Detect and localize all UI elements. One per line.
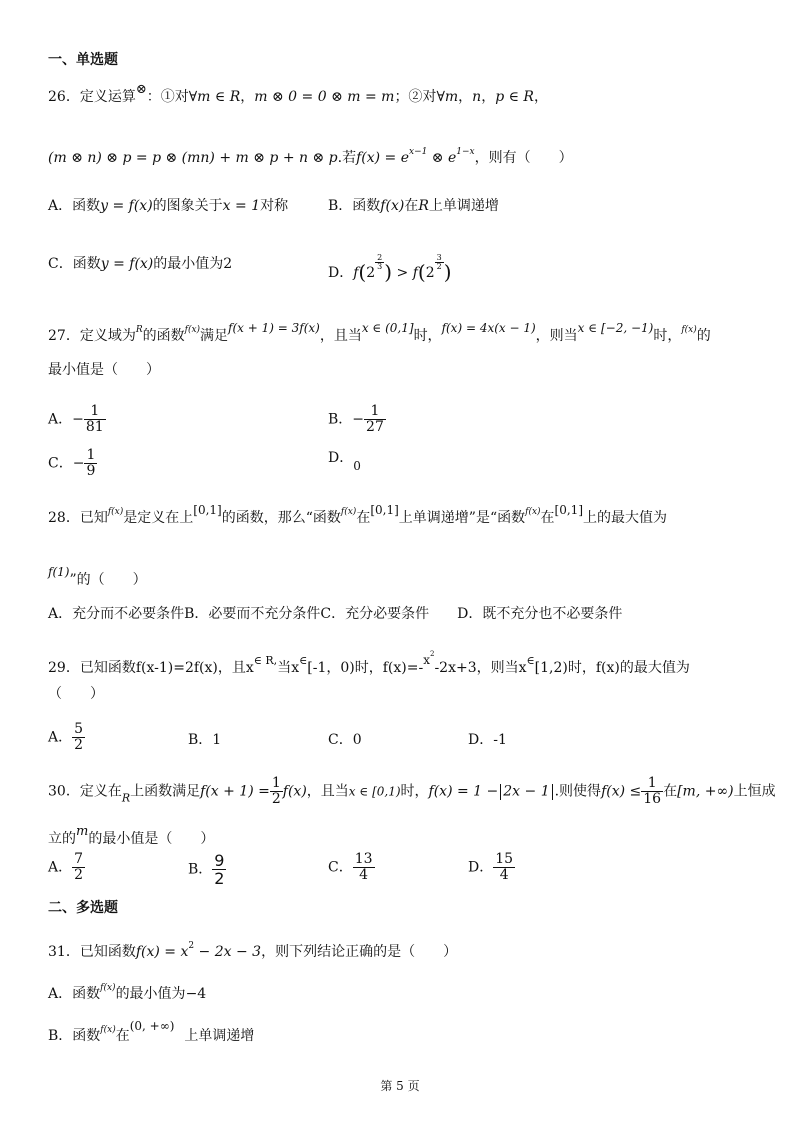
option-a bbox=[48, 852, 85, 883]
math: f bbox=[353, 265, 359, 281]
question-27-line-2: 最小值是（ ） bbox=[48, 362, 160, 378]
question-30-options bbox=[48, 848, 760, 888]
option-label: D． bbox=[468, 859, 494, 876]
math: [m, +∞) bbox=[677, 783, 734, 800]
math-exponent: 2 bbox=[377, 253, 383, 262]
text: A．函数 bbox=[48, 986, 101, 1002]
math: R bbox=[418, 198, 429, 214]
text: ，且当 bbox=[319, 328, 362, 344]
fraction-numerator: 1 bbox=[271, 775, 281, 791]
option-d: D．f(2 $\frac{2}{3}$ ) > f(2 $\frac{3}{2}$ ) bbox=[328, 253, 452, 284]
section-heading-multiple-choice: 二、多选题 bbox=[48, 900, 118, 916]
math: f(x) bbox=[595, 660, 620, 676]
text: 在 bbox=[115, 1028, 130, 1044]
question-29-line-1 bbox=[48, 644, 760, 678]
text: 的最小值为 bbox=[153, 256, 224, 272]
math: R bbox=[121, 791, 131, 805]
option-a bbox=[48, 196, 288, 216]
math: − bbox=[72, 411, 84, 428]
option-c bbox=[48, 448, 97, 479]
math: ∀m ∈ R bbox=[188, 89, 241, 105]
question-26-line-1 bbox=[48, 80, 760, 107]
math: f(x) bbox=[282, 783, 307, 800]
option-b: B．1 bbox=[188, 732, 222, 748]
math: f(x) bbox=[184, 325, 201, 335]
option-a bbox=[48, 404, 106, 435]
option-d bbox=[328, 448, 361, 476]
option-b: B．必要而不充分条件 bbox=[184, 606, 321, 622]
fraction-denominator: 81 bbox=[85, 419, 104, 435]
fraction-denominator: 16 bbox=[643, 791, 662, 807]
question-27-line-1 bbox=[48, 318, 760, 346]
option-label: B． bbox=[188, 861, 213, 878]
option-label: D． bbox=[328, 265, 354, 281]
fraction-denominator: 9 bbox=[86, 463, 96, 479]
math: ⊗ e bbox=[427, 150, 457, 166]
math: > f bbox=[392, 265, 418, 281]
math: 2 bbox=[223, 256, 233, 272]
fraction-numerator: 15 bbox=[495, 851, 514, 867]
option-b bbox=[328, 404, 386, 435]
text: 函数 bbox=[352, 198, 381, 214]
fraction-denominator: 2 bbox=[214, 869, 225, 888]
option-label: B． bbox=[328, 411, 353, 428]
option-d bbox=[468, 852, 515, 883]
math: f(x) bbox=[380, 198, 405, 214]
math: f(x + 1) = bbox=[200, 783, 270, 800]
text: ：①对 bbox=[146, 89, 189, 105]
question-29-line-2: （ ） bbox=[48, 686, 104, 702]
text: ，且 bbox=[217, 660, 246, 676]
text: ”的（ ） bbox=[69, 572, 147, 588]
text: 在 bbox=[404, 198, 419, 214]
text: 时， bbox=[400, 783, 429, 800]
fraction-numerator: 1 bbox=[84, 404, 106, 420]
math: f(x) bbox=[340, 507, 357, 517]
text: ， bbox=[533, 89, 548, 105]
question-26-line-2 bbox=[48, 142, 760, 168]
math: p ∈ R bbox=[495, 89, 534, 105]
text: ，则有（ ） bbox=[474, 150, 573, 166]
text: 的图象关于 bbox=[152, 198, 223, 214]
math-exponent: 2 bbox=[436, 262, 442, 271]
math: ∈ bbox=[526, 654, 535, 667]
option-label: A． bbox=[48, 411, 73, 428]
math: f(x) bbox=[100, 1025, 116, 1035]
fraction-numerator: 1 bbox=[86, 447, 96, 463]
fraction-denominator: 2 bbox=[271, 791, 281, 807]
text: 函数 bbox=[72, 198, 101, 214]
question-31-option-b bbox=[48, 1016, 760, 1046]
text: 定义在 bbox=[79, 783, 122, 800]
math: − 2x − 3 bbox=[194, 944, 262, 960]
math: f(x) bbox=[107, 507, 124, 517]
fraction-denominator: 2 bbox=[74, 737, 84, 753]
math: f(x) bbox=[525, 507, 541, 517]
fraction-denominator: 27 bbox=[366, 419, 384, 435]
math: y = f(x) bbox=[100, 256, 154, 272]
math: f(x) = e bbox=[356, 150, 409, 166]
section-heading-single-choice: 一、单选题 bbox=[48, 52, 118, 68]
math: 2 bbox=[425, 265, 435, 281]
math: [0,1] bbox=[370, 503, 399, 517]
option-b bbox=[328, 196, 499, 216]
math: 2 bbox=[366, 265, 376, 281]
math: −4 bbox=[185, 986, 207, 1002]
question-28-line-1 bbox=[48, 500, 760, 528]
text: [1,2)时， bbox=[534, 660, 596, 676]
math: ∈ R, bbox=[253, 654, 278, 667]
math: − bbox=[352, 411, 365, 428]
math: f(x)=- bbox=[382, 660, 424, 676]
text: ， bbox=[481, 89, 496, 105]
text: 函数 bbox=[72, 256, 101, 272]
text: ，则当 bbox=[535, 328, 578, 344]
text: 立的 bbox=[48, 831, 76, 847]
question-30-line-1 bbox=[48, 775, 776, 808]
math: x ∈ [−2, −1) bbox=[577, 321, 654, 335]
option-label: A． bbox=[48, 859, 73, 876]
fraction-numerator: 1 bbox=[641, 776, 663, 792]
text: B．函数 bbox=[48, 1028, 101, 1044]
math: f(x) bbox=[100, 983, 116, 993]
option-c bbox=[48, 254, 232, 274]
math: f(x) ≤ bbox=[601, 783, 642, 800]
math: f(x) = x bbox=[135, 944, 189, 960]
option-c: C．0 bbox=[328, 732, 362, 748]
option-a: A．充分而不必要条件 bbox=[48, 606, 185, 622]
math: x ∈ (0,1] bbox=[361, 321, 414, 335]
text: 定义运算 bbox=[79, 89, 136, 105]
question-number: 27． bbox=[48, 328, 80, 344]
text: 已知函数 bbox=[79, 944, 136, 960]
option-label: C． bbox=[328, 859, 353, 876]
math: x ∈ [0,1) bbox=[348, 784, 401, 799]
fraction-numerator: 5 bbox=[74, 721, 84, 737]
question-29-options bbox=[48, 716, 760, 752]
math-exponent: 3 bbox=[436, 253, 442, 262]
text: 的最小值为 bbox=[115, 986, 186, 1002]
math: m bbox=[76, 824, 89, 839]
question-27-option-row-1 bbox=[48, 396, 760, 435]
option-a bbox=[48, 722, 85, 753]
text: .则使得 bbox=[554, 783, 602, 800]
fraction-denominator: 2 bbox=[74, 867, 84, 883]
math: n bbox=[472, 89, 482, 105]
math: (0, +∞) bbox=[129, 1019, 175, 1033]
text: ，且当 bbox=[306, 783, 349, 800]
math-exponent: 1−x bbox=[456, 147, 475, 157]
math: f(x-1)=2f(x) bbox=[135, 660, 218, 676]
text: 在 bbox=[356, 510, 371, 526]
math: x bbox=[518, 660, 527, 676]
math: f(x) bbox=[681, 325, 697, 335]
option-c bbox=[328, 852, 375, 883]
question-number: 26． bbox=[48, 89, 80, 105]
question-number: 31． bbox=[48, 944, 80, 960]
text: 上恒成 bbox=[733, 783, 776, 800]
option-label: C． bbox=[48, 256, 73, 272]
math-exponent: x−1 bbox=[409, 147, 428, 157]
text: 的函数，那么“函数 bbox=[221, 510, 341, 526]
math: ∀m bbox=[436, 89, 459, 105]
page-number: 第 5 页 bbox=[380, 1079, 420, 1093]
text: 上的最大值为 bbox=[583, 510, 667, 526]
text: ， bbox=[458, 89, 473, 105]
fraction-numerator: 1 bbox=[364, 404, 386, 420]
math: R bbox=[135, 325, 143, 335]
text: ，则下列结论正确的是（ ） bbox=[261, 944, 458, 960]
text: 上单调递增 bbox=[428, 198, 499, 214]
fraction-denominator: 4 bbox=[359, 867, 369, 883]
text: 上单调递增”是“函数 bbox=[398, 510, 526, 526]
math: x = 1 bbox=[222, 198, 261, 214]
math: m ⊗ 0 = 0 ⊗ m = m bbox=[254, 89, 395, 105]
math: x bbox=[245, 660, 254, 676]
text: 定义域为 bbox=[79, 328, 136, 344]
text: 的函数 bbox=[142, 328, 185, 344]
math-exponent: 2 bbox=[429, 650, 435, 658]
math: − bbox=[72, 455, 85, 472]
text: 是定义在上 bbox=[123, 510, 194, 526]
text: ；②对 bbox=[394, 89, 437, 105]
math: [0,1] bbox=[554, 503, 583, 517]
text: 时， bbox=[413, 328, 442, 344]
text: -2x+3，则当 bbox=[434, 660, 519, 676]
fraction-numerator: 13 bbox=[354, 851, 373, 867]
math: f(x) = 4x(x − 1) bbox=[441, 321, 536, 335]
text: .若 bbox=[337, 150, 357, 166]
text: 的最小值是（ ） bbox=[88, 831, 215, 847]
option-label: B． bbox=[328, 198, 353, 214]
question-number: 28． bbox=[48, 510, 80, 526]
math: ∈ bbox=[299, 654, 308, 667]
math: f(1) bbox=[48, 565, 70, 579]
text: 时， bbox=[653, 328, 682, 344]
math-exponent: 3 bbox=[377, 262, 383, 271]
question-27-option-row-2 bbox=[48, 440, 760, 479]
math: x bbox=[291, 660, 300, 676]
fraction-numerator: 7 bbox=[74, 851, 84, 867]
text: 在 bbox=[663, 783, 678, 800]
text: 上单调递增 bbox=[184, 1028, 255, 1044]
question-number: 30． bbox=[48, 783, 80, 800]
fraction-denominator: 4 bbox=[499, 867, 509, 883]
option-label: C． bbox=[48, 455, 73, 472]
math-exponent: 2 bbox=[188, 941, 195, 951]
question-28-options bbox=[48, 604, 760, 624]
option-b bbox=[188, 852, 226, 887]
text: 的 bbox=[696, 328, 711, 344]
math: x bbox=[423, 653, 430, 667]
question-31-line-1 bbox=[48, 936, 760, 962]
option-d: D．既不充分也不必要条件 bbox=[457, 606, 623, 622]
question-28-line-2 bbox=[48, 562, 760, 590]
option-c: C．充分必要条件 bbox=[320, 606, 430, 622]
text: 对称 bbox=[260, 198, 289, 214]
question-31-option-a bbox=[48, 978, 760, 1004]
math: f(x + 1) = 3f(x) bbox=[228, 321, 320, 335]
text: 的最大值为 bbox=[619, 660, 690, 676]
question-30-line-2 bbox=[48, 822, 760, 849]
text: 满足 bbox=[200, 328, 229, 344]
math: ⊗ bbox=[135, 82, 147, 97]
math: 0 bbox=[353, 459, 361, 473]
text: 已知函数 bbox=[79, 660, 136, 676]
option-d: D．-1 bbox=[468, 732, 507, 748]
math: 2x − 1 bbox=[503, 783, 550, 800]
math: [0,1] bbox=[193, 503, 222, 517]
text: 当 bbox=[277, 660, 292, 676]
text: [-1，0)时， bbox=[307, 660, 383, 676]
text: 已知 bbox=[79, 510, 108, 526]
option-label: A． bbox=[48, 198, 73, 214]
text: ， bbox=[240, 89, 255, 105]
option-label: D． bbox=[328, 450, 354, 466]
math: f(x) = 1 − bbox=[428, 783, 499, 800]
question-number: 29． bbox=[48, 660, 80, 676]
text: 上函数满足 bbox=[130, 783, 201, 800]
math: y = f(x) bbox=[100, 198, 153, 214]
fraction-numerator: 9 bbox=[214, 851, 225, 870]
text: 在 bbox=[540, 510, 555, 526]
option-label: A． bbox=[48, 729, 73, 746]
math: (m ⊗ n) ⊗ p = p ⊗ (mn) + m ⊗ p + n ⊗ p bbox=[48, 150, 338, 166]
